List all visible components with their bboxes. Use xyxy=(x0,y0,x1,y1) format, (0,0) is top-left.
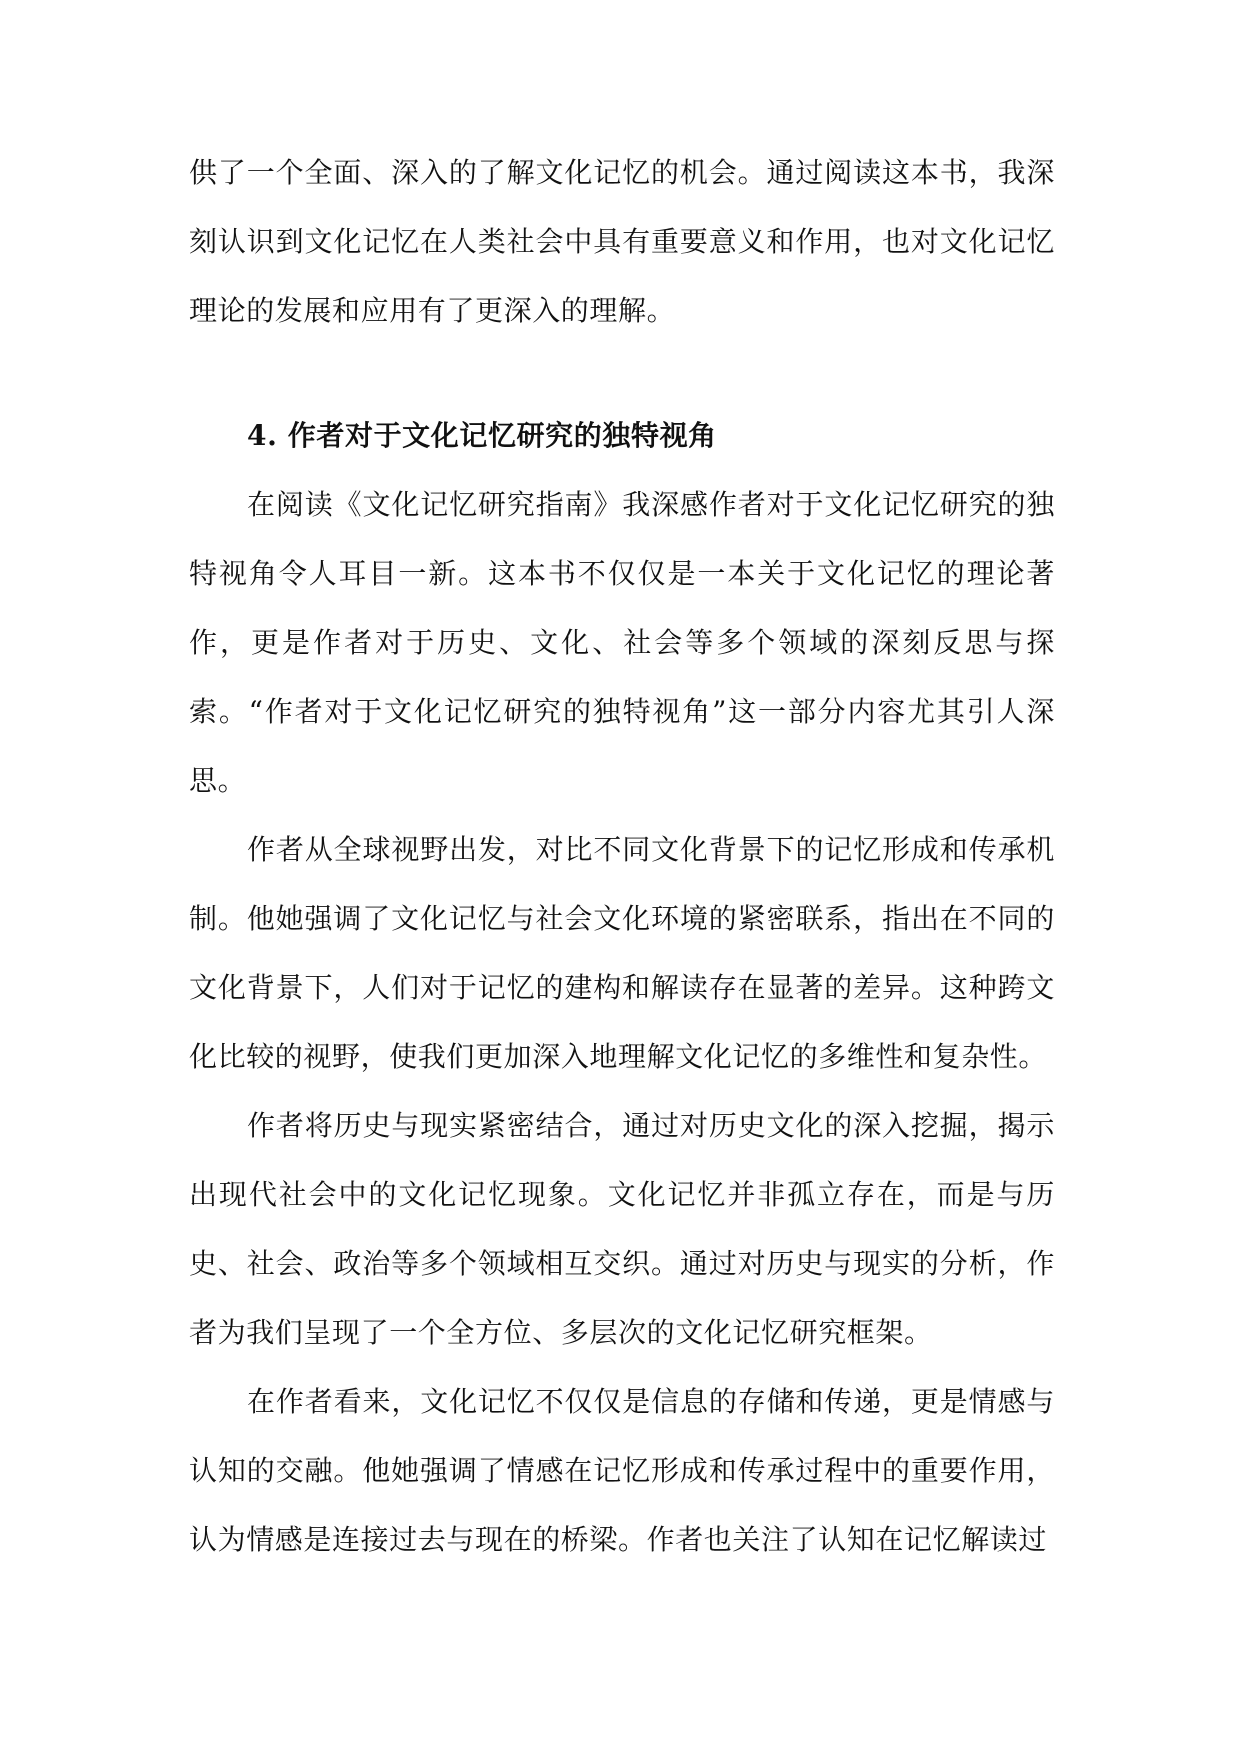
section-heading: 4. 作者对于文化记忆研究的独特视角 xyxy=(247,419,717,452)
section-spacer xyxy=(189,345,1055,401)
document-body xyxy=(189,138,1055,1574)
body-paragraph-3: 作者将历史与现实紧密结合，通过对历史文化的深入挖掘，揭示出现代社会中的文化记忆现象。文化记忆并非孤立存在，而是与历史、社会、政治等多个领域相互交织。通过对历史与现实的分析，作者为我们呈现了一个全方位、多层次的文化记忆研究框架。 xyxy=(189,1109,1055,1349)
body-paragraph-1: 在阅读《文化记忆研究指南》我深感作者对于文化记忆研究的独特视角令人耳目一新。这本书不仅仅是一本关于文化记忆的理论著作，更是作者对于历史、文化、社会等多个领域的深刻反思与探索。“作者对于文化记忆研究的独特视角”这一部分内容尤其引人深思。 xyxy=(189,488,1055,797)
continued-paragraph: 供了一个全面、深入的了解文化记忆的机会。通过阅读这本书，我深刻认识到文化记忆在人类社会中具有重要意义和作用，也对文化记忆理论的发展和应用有了更深入的理解。 xyxy=(189,156,1055,327)
body-paragraph-4: 在作者看来，文化记忆不仅仅是信息的存储和传递，更是情感与认知的交融。他她强调了情感在记忆形成和传承过程中的重要作用，认为情感是连接过去与现在的桥梁。作者也关注了认知在记忆解读过 xyxy=(189,1385,1055,1556)
body-paragraph-2: 作者从全球视野出发，对比不同文化背景下的记忆形成和传承机制。他她强调了文化记忆与社会文化环境的紧密联系，指出在不同的文化背景下，人们对于记忆的建构和解读存在显著的差异。这种跨文化比较的视野，使我们更加深入地理解文化记忆的多维性和复杂性。 xyxy=(189,833,1055,1073)
